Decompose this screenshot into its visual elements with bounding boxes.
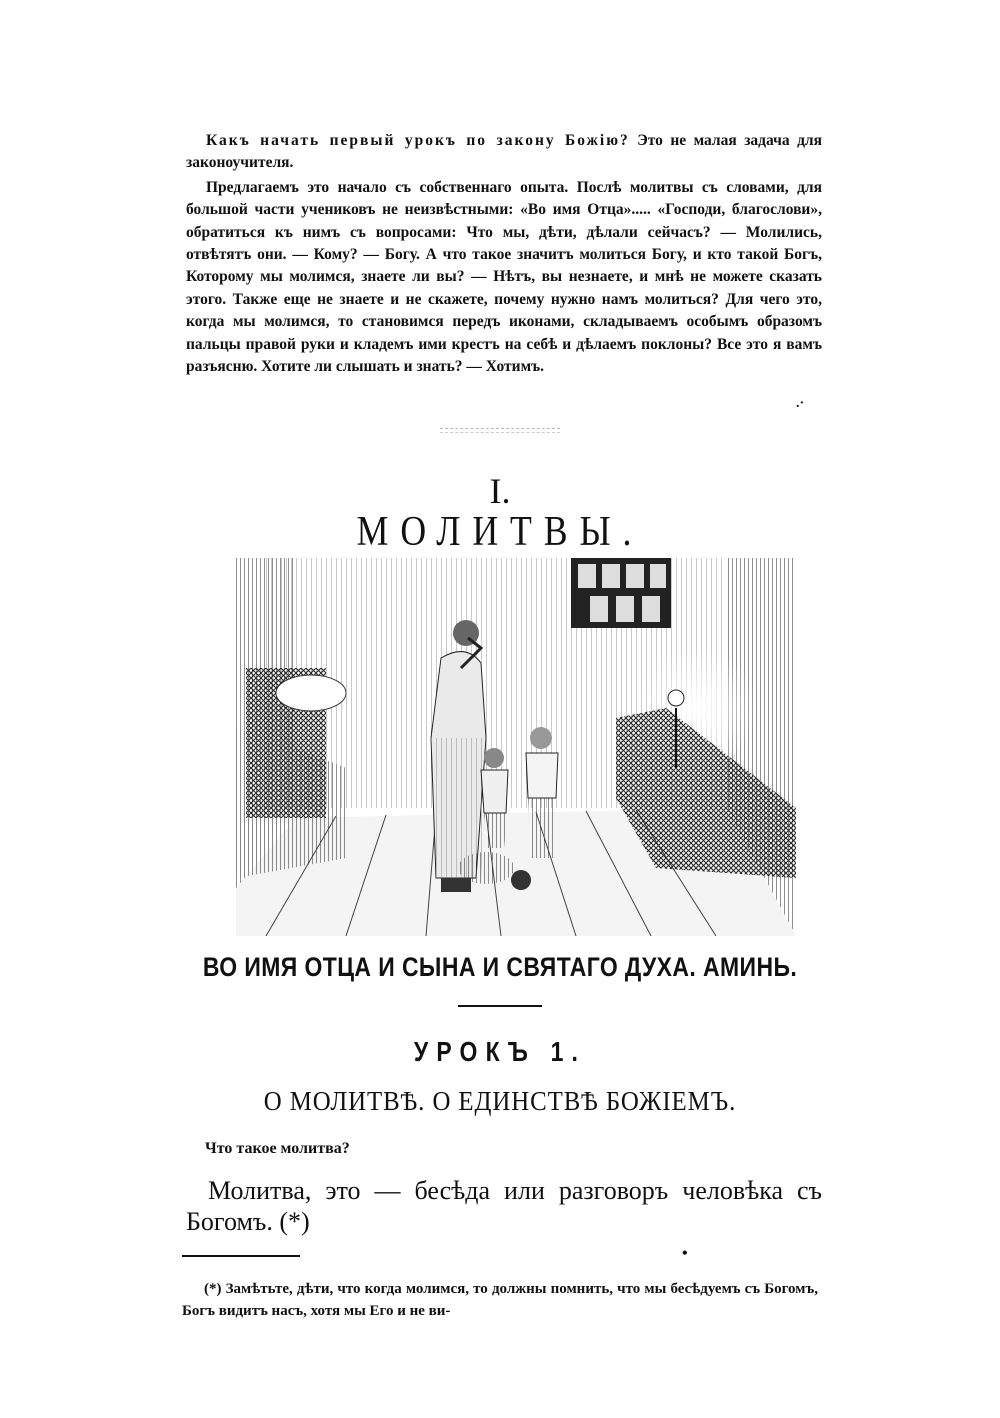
divider-rule — [458, 1005, 542, 1007]
intro-paragraph-1 — [186, 130, 822, 175]
print-dot: • — [682, 1245, 688, 1262]
engraving-svg — [236, 558, 796, 936]
invocation-heading: ВО ИМЯ ОТЦА И СЫНА И СВЯТАГО ДУХА. АМИНЬ. — [202, 952, 798, 982]
section-title: МОЛИТВЫ. — [356, 509, 644, 555]
bed — [236, 668, 346, 878]
answer-text: Молитва, это — бесѣда или разговоръ человѣка съ Богомъ. (*) — [186, 1176, 822, 1236]
lesson-title: О МОЛИТВѢ. О ЕДИНСТВѢ БОЖIЕМЪ. — [263, 1086, 737, 1116]
intro-text — [186, 130, 822, 378]
intro-paragraph-2: Предлагаемъ это начало съ собственнаго опыта. Послѣ молитвы съ словами, для большой части учениковъ не неизвѣстными: «Во имя Отца»..... «Господи, благослови», обратиться къ нимъ съ вопросами: Что мы, дѣти, дѣлали сейчасъ? — Молились, отвѣтятъ они. — Кому? — Богу. А что такое значитъ молиться Богу, и кто такой Богъ, Которому мы молимся, знаете ли вы? — Нѣтъ, вы незнаете, и мнѣ не можете сказать этого. Также еще не знаете и не скажете, почему нужно намъ молиться? Для чего это, когда мы молимся, то становимся передъ иконами, складываемъ особымъ образомъ пальцы правой руки и кладемъ ими крестъ на себѣ и дѣлаемъ поклоны? Все это я вамъ разъясню. Хотите ли слышать и знать? — Хотимъ. — [186, 178, 822, 376]
prayer-engraving — [236, 558, 796, 936]
lesson-number: УРОКЪ 1. — [413, 1036, 587, 1067]
question-text: Что такое молитва? — [205, 1140, 350, 1157]
section-number: I. — [489, 471, 511, 511]
footnote-text: (*) Замѣтьте, дѣти, что когда молимся, то должны помнить, что мы бесѣдуемъ съ Богомъ, Богъ видитъ насъ, хотя мы Его и не ви- — [182, 1281, 818, 1319]
footnote-rule — [182, 1255, 300, 1257]
section-ornament — [440, 428, 560, 433]
icon-case — [571, 558, 671, 628]
intro-lead-rest: Это не малая задача для законоучителя. — [186, 132, 823, 172]
print-speck: .· — [796, 396, 805, 411]
intro-lead-question: Какъ начать первый урокъ по закону Божiю? — [206, 132, 630, 149]
